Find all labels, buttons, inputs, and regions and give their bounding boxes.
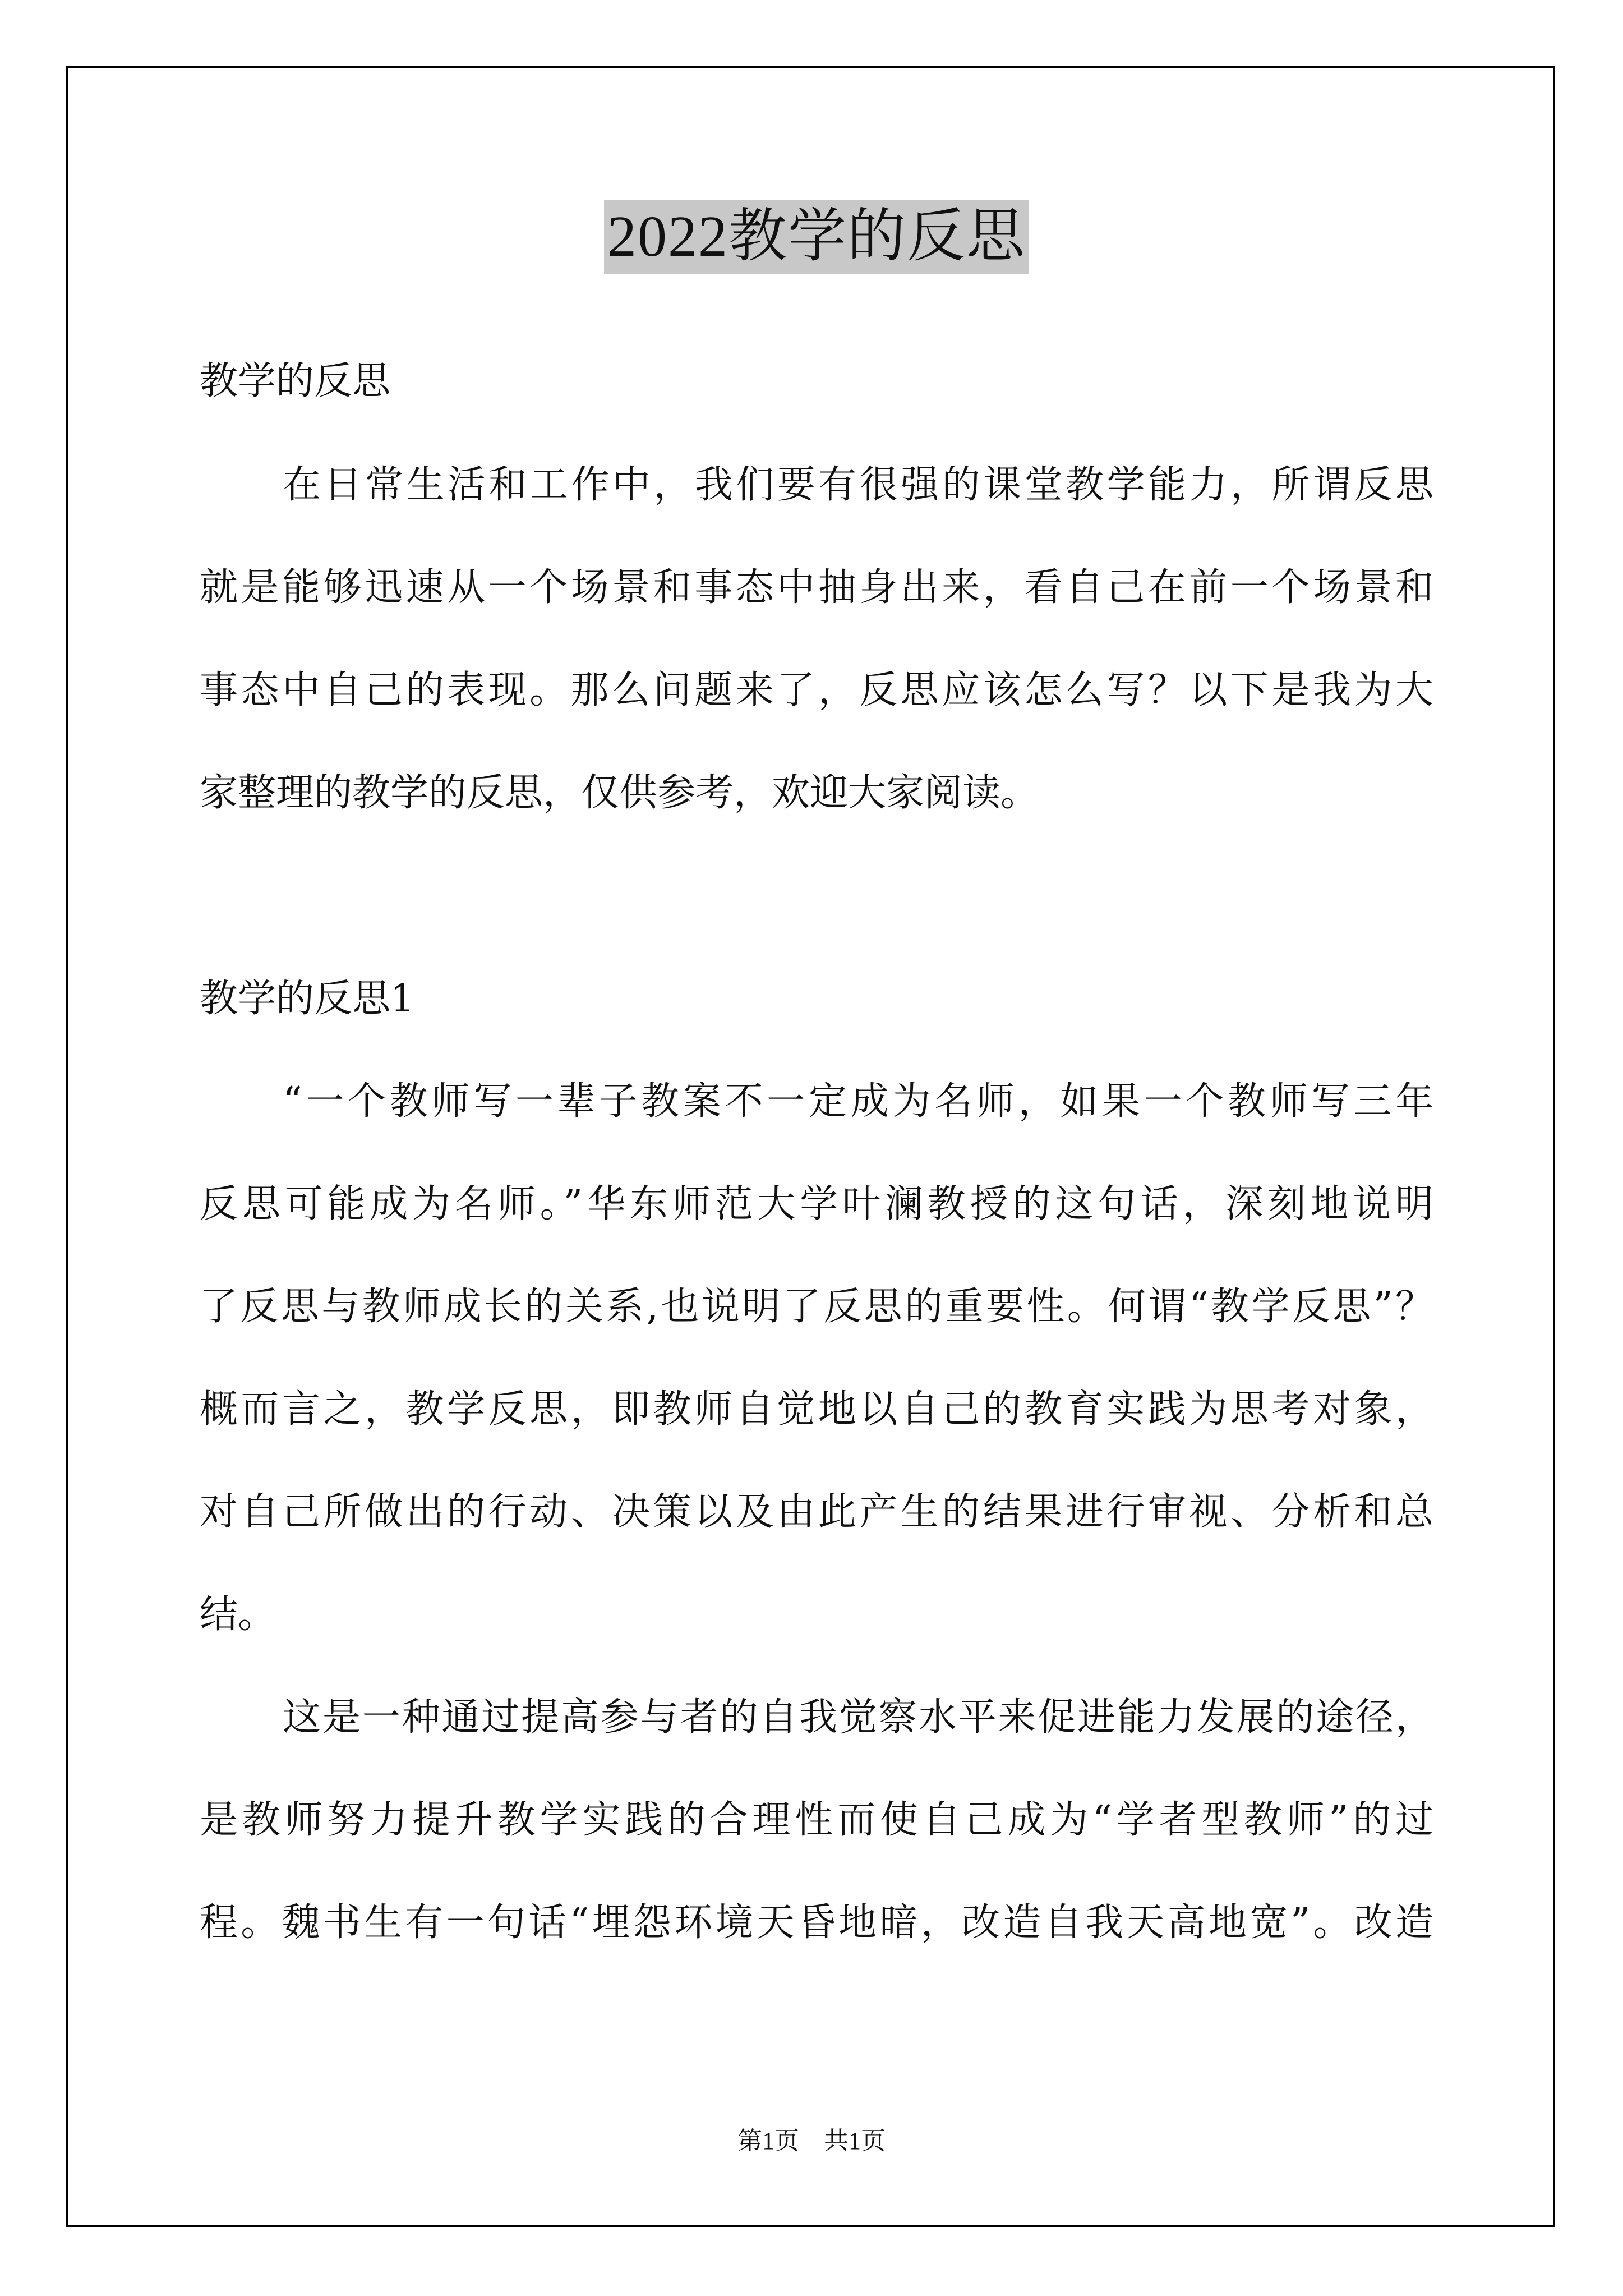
- paragraph-line: 这是一种通过提高参与者的自我觉察水平来促进能力发展的途径，: [283, 1695, 1433, 1740]
- paragraph-line: 了反思与教师成长的关系,也说明了反思的重要性。何谓“教学反思”？: [200, 1285, 1433, 1329]
- paragraph-line: 事态中自己的表现。那么问题来了，反思应该怎么写？以下是我为大: [200, 668, 1433, 712]
- paragraph-line: 就是能够迅速从一个场景和事态中抽身出来，看自己在前一个场景和: [200, 565, 1433, 610]
- section-heading: 教学的反思1: [200, 977, 415, 1021]
- page-footer: 第1页 共1页: [737, 2127, 886, 2155]
- paragraph-line: 反思可能成为名师。”华东师范大学叶澜教授的这句话，深刻地说明: [200, 1182, 1433, 1226]
- document-title: 2022教学的反思: [604, 200, 1029, 274]
- paragraph-line: 结。: [200, 1593, 276, 1637]
- paragraph-line: 程。魏书生有一句话“埋怨环境天昏地暗，改造自我天高地宽”。改造: [200, 1901, 1433, 1945]
- paragraph-line: “一个教师写一辈子教案不一定成为名师，如果一个教师写三年: [283, 1079, 1433, 1124]
- section-heading: 教学的反思: [200, 359, 391, 403]
- paragraph-line: 在日常生活和工作中，我们要有很强的课堂教学能力，所谓反思: [283, 463, 1433, 507]
- title-container: [200, 200, 1433, 274]
- paragraph-line: 家整理的教学的反思，仅供参考，欢迎大家阅读。: [200, 771, 1039, 815]
- paragraph-line: 对自己所做出的行动、决策以及由此产生的结果进行审视、分析和总: [200, 1490, 1433, 1534]
- paragraph-line: 是教师努力提升教学实践的合理性而使自己成为“学者型教师”的过: [200, 1798, 1433, 1842]
- paragraph-line: 概而言之，教学反思，即教师自觉地以自己的教育实践为思考对象，: [200, 1387, 1433, 1432]
